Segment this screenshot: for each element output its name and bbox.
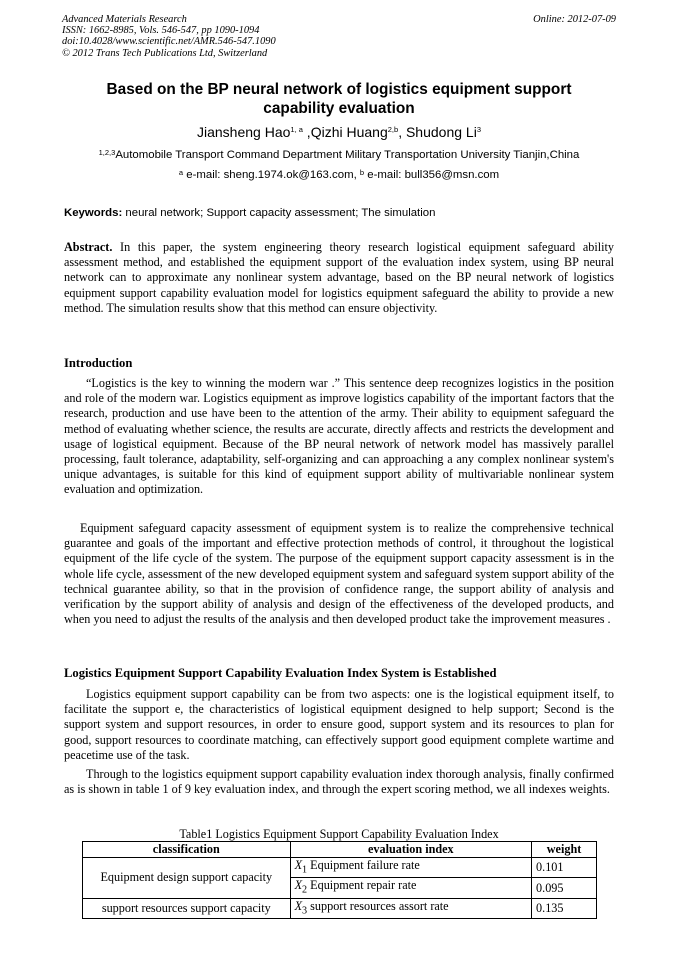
index-paragraph-1: Logistics equipment support capability can be from two aspects: one is the logistical equipment itself, to facilitate the support e, the characteristics of logistical equipment designed to help support; Second is the support system and support resources, in order to ensure good, support system and its resources to plan for good, support resources to coordinate matching, can effectively support good equipment complete wartime and peacetime use of the task. [64, 687, 614, 762]
copyright-line: © 2012 Trans Tech Publications Ltd, Switzerland [62, 47, 268, 59]
author-list [62, 123, 616, 141]
abstract [64, 240, 614, 316]
table-header-row [83, 842, 597, 858]
evaluation-index-table [82, 841, 597, 919]
online-date: Online: 2012-07-09 [533, 14, 616, 25]
keywords [64, 206, 614, 220]
title-line-1: Based on the BP neural network of logistics equipment support [106, 81, 572, 98]
table-cell-weight: 0.101 [532, 858, 597, 878]
table-cell-index [290, 898, 531, 918]
index-subscript: 2 [302, 884, 308, 896]
keywords-text: neural network; Support capacity assessment; The simulation [122, 207, 436, 219]
table-cell-classification: support resources support capacity [83, 898, 291, 918]
affiliation-text: Automobile Transport Command Department Military Transportation University Tianjin,China [115, 149, 580, 161]
section-heading-index-system: Logistics Equipment Support Capability Evaluation Index System is Established [64, 666, 497, 680]
email-line [62, 168, 616, 182]
journal-header [62, 14, 276, 59]
index-text: Equipment failure rate [307, 858, 420, 872]
index-subscript: 1 [302, 864, 308, 876]
email-b: e-mail: bull356@msn.com [364, 169, 500, 181]
table-cell-index [290, 858, 531, 878]
index-text: Equipment repair rate [307, 878, 417, 893]
intro-paragraph-2: Equipment safeguard capacity assessment of equipment system is to realize the comprehensive technical guarantee and goals of the important and effective protection methods of control, it throughout the logistical equipment of the life cycle of the system. The purpose of the equipment support capacity assessment is in the whole life cycle, assessment of the new developed equipment system and safeguard system support ability of the technical guarantee ability, so that in the provision of confidence range, the support ability of analysis and verification by the support ability of analysis and design of the effectiveness of the developed products, and when you need to adjust the results of the analysis and then developed product take the improvement measures . [64, 521, 614, 627]
index-variable: X [294, 878, 303, 893]
author-1-sup: 1, a [290, 125, 303, 134]
section-heading-introduction: Introduction [64, 356, 133, 370]
title-line-2: capability evaluation [263, 100, 415, 117]
author-3: , Shudong Li [398, 124, 477, 140]
email-a: e-mail: sheng.1974.ok@163.com, [183, 169, 360, 181]
index-subscript: 3 [302, 905, 308, 917]
table-cell-classification: Equipment design support capacity [83, 858, 291, 899]
author-3-sup: 3 [476, 125, 481, 134]
doi-line: doi:10.4028/www.scientific.net/AMR.546-547.1090 [62, 36, 276, 48]
table-header-cell: classification [83, 842, 291, 858]
table-row [83, 898, 597, 918]
table-caption: Table1 Logistics Equipment Support Capability Evaluation Index [179, 827, 499, 841]
author-2-sup: 2,b [387, 125, 399, 134]
abstract-text: In this paper, the system engineering theory research logistical equipment safeguard ability assessment method, and established the equipment support of the evaluation index system, using BP neural network can to approximate any nonlinear system advantage, based on the BP neural network of logistics equipment support capability evaluation model for logistics equipment safeguard the ability to provide a new method. The simulation results show that this method can ensure objectivity. [64, 240, 614, 315]
keywords-label: Keywords: [64, 207, 123, 219]
author-1: Jiansheng Hao [197, 124, 291, 140]
table-header-cell: weight [532, 842, 597, 858]
email-sup-b: b [359, 168, 365, 177]
author-2: ,Qizhi Huang [302, 124, 388, 140]
index-variable: X [294, 898, 303, 913]
journal-name: Advanced Materials Research [62, 14, 187, 25]
table-row [83, 858, 597, 878]
table-cell-weight: 0.095 [532, 878, 597, 898]
issn-line: ISSN: 1662-8985, Vols. 546-547, pp 1090-1094 [62, 25, 260, 37]
table-cell-weight: 0.135 [532, 898, 597, 918]
index-text: support resources assort rate [307, 898, 449, 913]
table-header-cell: evaluation index [290, 842, 531, 858]
table-cell-index [290, 878, 531, 898]
email-sup-a: a [178, 168, 184, 177]
intro-paragraph-1: “Logistics is the key to winning the modern war .” This sentence deep recognizes logistics in the position and role of the modern war. Logistics equipment as improve logistics capability of the important factors that the research, production and use have been to the attention of the army. Their ability to equipment safeguard the method of evaluating whether science, the results are accurate, directly affects and restricts the development and usage of logistical equipment. Because of the BP neural network of network model has massively parallel processing, fault tolerance, adaptability, self-organizing and can approaching a any complex nonlinear system's unique advantages, is suitable for this kind of equipment support ability of multivariable nonlinear system evaluation and optimization. [64, 376, 614, 497]
affiliation-sup: 1,2,3 [98, 148, 116, 157]
index-paragraph-2: Through to the logistics equipment support capability evaluation index thorough analysis, finally confirmed as is shown in table 1 of 9 key evaluation index, and through the expert scoring method, we all indexes weights. [64, 767, 614, 797]
index-variable: X [294, 858, 303, 872]
affiliation [62, 148, 616, 162]
abstract-label: Abstract. [64, 240, 113, 254]
paper-title [62, 80, 616, 118]
